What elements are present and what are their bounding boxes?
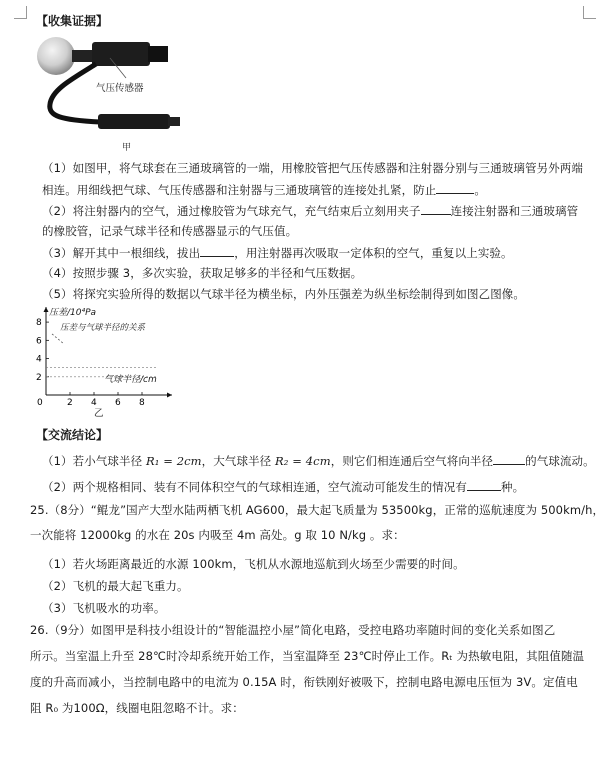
q25-sub-2: （2）飞机的最大起飞重力。 xyxy=(42,579,189,593)
x-tick-label: 2 xyxy=(67,398,73,408)
chart-ylabel: 压差/10⁴Pa xyxy=(49,308,97,318)
step-1-line-2: 相连。用细线把气球、气压传感器和注射器与三通玻璃管的连接处扎紧，防止 。 xyxy=(42,183,487,197)
y-tick-label: 6 xyxy=(36,336,42,347)
exchange-q1: （1）若小气球半径 R₁ = 2cm，大气球半径 R₂ = 4cm，则它们相连通后空气将向半径 的气球流动。 xyxy=(42,454,595,468)
balloon-shape xyxy=(37,37,75,75)
chart-title: 压差与气球半径的关系 xyxy=(60,323,146,333)
blank-step-2 xyxy=(421,202,451,215)
blank-step-3 xyxy=(200,244,234,257)
q25-sub-1: （1）若火场距离最近的水源 100km，飞机从水源地巡航到火场至少需要的时间。 xyxy=(42,557,465,571)
sensor-label: 气压传感器 xyxy=(96,83,144,94)
blank-step-1 xyxy=(436,181,474,194)
step-2-line-1: （2）将注射器内的空气，通过橡胶管为气球充气，充气结束后立刻用夹子 连接注射器和三通玻璃管 xyxy=(42,204,579,218)
chart-caption: 乙 xyxy=(94,408,104,419)
step-4-line: （4）按照步骤 3，多次实验，获取足够多的半径和气压数据。 xyxy=(42,266,363,280)
q26-line-1: 26.（9分）如图甲是科技小组设计的“智能温控小屋”简化电路，受控电路功率随时间的变化关系如图乙 xyxy=(30,623,556,637)
step-1-line-1: （1）如图甲，将气球套在三通玻璃管的一端，用橡胶管把气压传感器和注射器分别与三通玻璃管另外两端 xyxy=(42,161,584,175)
x-tick-label: 4 xyxy=(91,398,97,408)
x-tick-label: 6 xyxy=(115,398,121,408)
section-title-collect: 【收集证据】 xyxy=(36,14,109,28)
blank-exchange-1 xyxy=(493,452,525,465)
corner-mark-top-right xyxy=(583,6,596,19)
connector-shape xyxy=(72,50,94,62)
blank-exchange-2 xyxy=(467,478,501,491)
q25-line-2: 一次能将 12000kg 的水在 20s 内吸至 4m 高处。g 取 10 N/kg 。求： xyxy=(30,528,405,542)
exchange-q2: （2）两个规格相同、装有不同体积空气的气球相连通，空气流动可能发生的情况有 种。 xyxy=(42,480,525,494)
chart-xlabel: 气球半径/cm xyxy=(104,375,157,385)
y-tick-label: 4 xyxy=(36,354,42,365)
step-5-line: （5）将探究实验所得的数据以气球半径为横坐标，内外压强差为纵坐标绘制得到如图乙图像。 xyxy=(42,287,526,301)
q26-line-2: 所示。当室温上升至 28℃时冷却系统开始工作，当室温降至 23℃时停止工作。Rₜ 为热敏电阻，其阻值随温 xyxy=(30,649,585,663)
x-axis-arrow xyxy=(167,393,172,398)
figure-jia-caption: 甲 xyxy=(122,143,132,153)
syringe-shape xyxy=(98,114,170,129)
x-tick-label: 8 xyxy=(139,398,145,408)
y-tick-label: 8 xyxy=(36,318,42,329)
corner-mark-top-left xyxy=(14,6,27,19)
q25-line-1: 25.（8分）“鲲龙”国产大型水陆两栖飞机 AG600，最大起飞质量为 53500kg，正常的巡航速度为 500km/h， xyxy=(30,503,605,517)
q25-sub-3: （3）飞机吸水的功率。 xyxy=(42,601,166,615)
y-axis-arrow xyxy=(44,307,49,312)
step-3-line: （3）解开其中一根细线，拔出 ，用注射器再次吸取一定体积的空气，重复以上实验。 xyxy=(42,246,513,260)
curve-hint xyxy=(52,334,64,344)
origin-label: 0 xyxy=(37,398,43,408)
section-title-exchange: 【交流结论】 xyxy=(36,428,109,442)
q26-line-4: 阻 R₀ 为100Ω，线圈电阻忽略不计。求： xyxy=(30,701,244,715)
q26-line-3: 度的升高而减小，当控制电路中的电流为 0.15A 时，衔铁刚好被吸下，控制电路电源电压恒为 3V。定值电 xyxy=(30,675,578,689)
step-2-line-2: 的橡胶管，记录气球半径和传感器显示的气压值。 xyxy=(42,224,298,238)
sensor-body-shape xyxy=(92,42,150,66)
y-tick-label: 2 xyxy=(36,372,42,383)
